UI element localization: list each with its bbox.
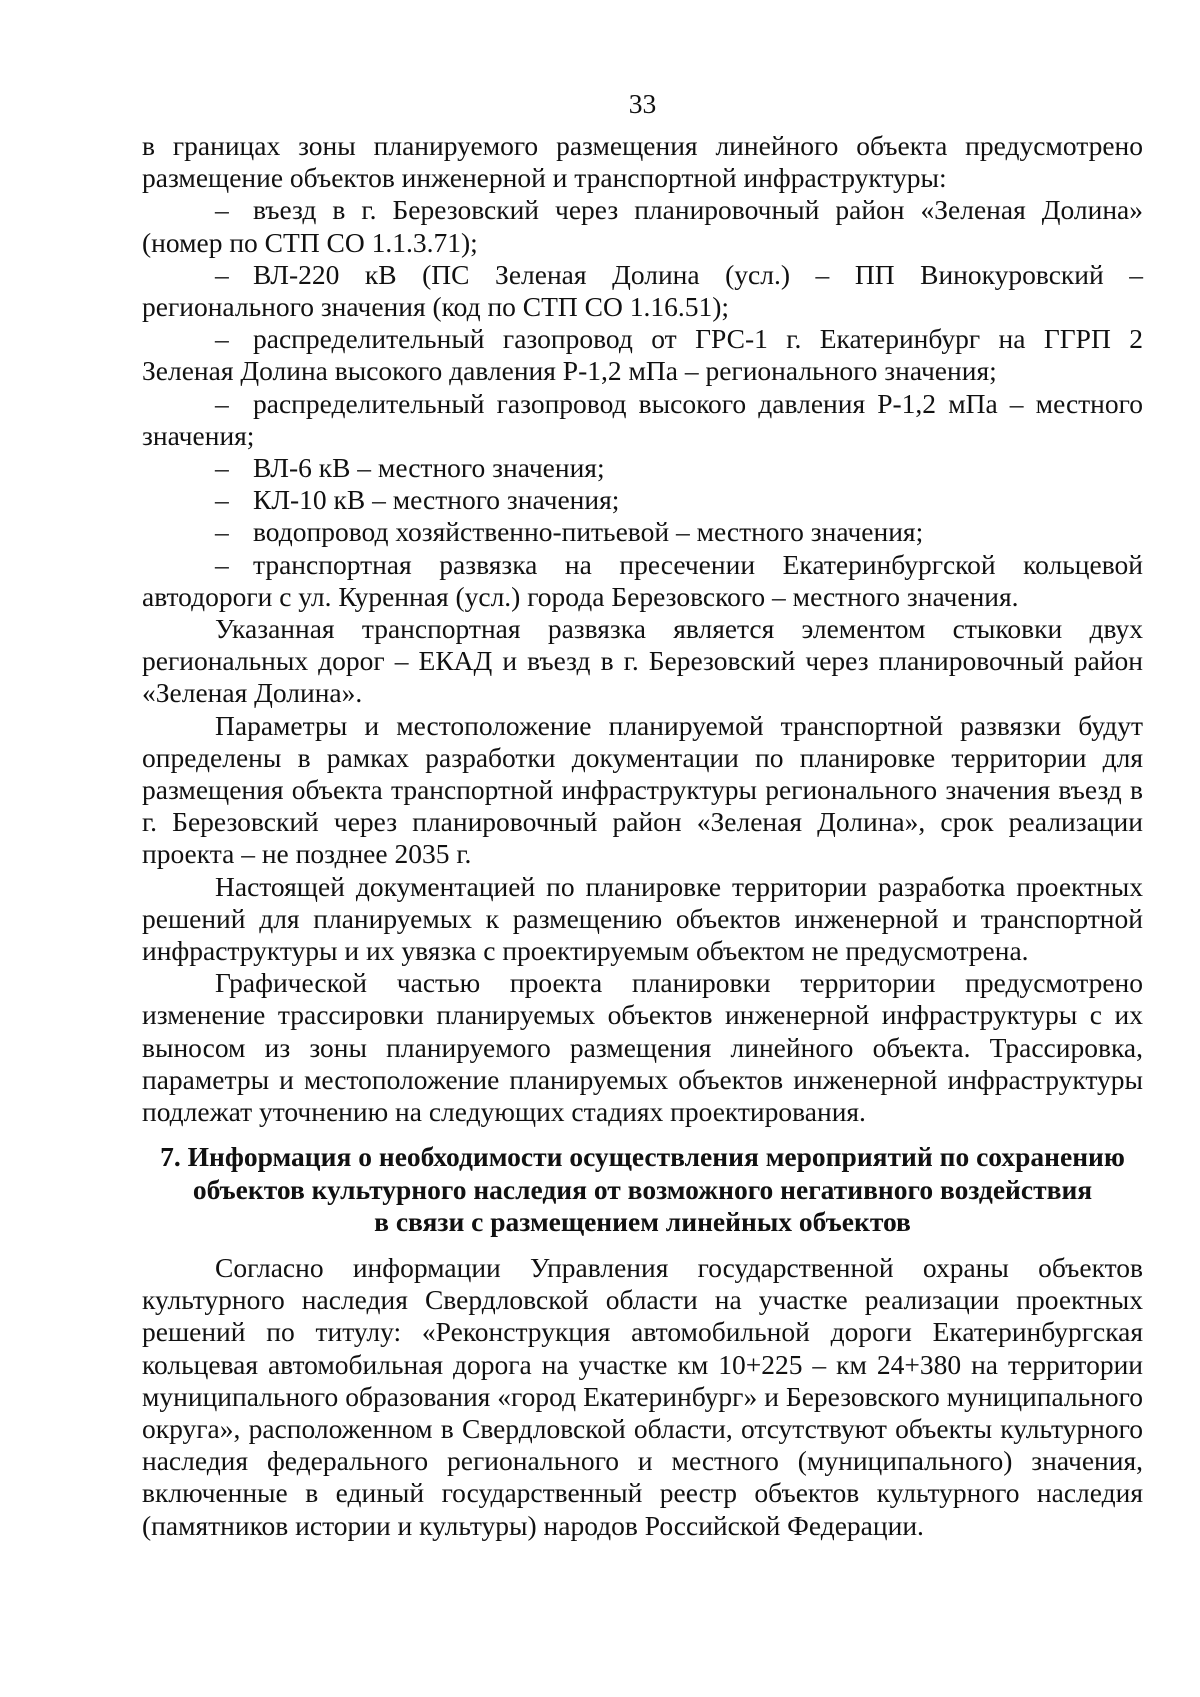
list-item-text: распределительный газопровод высокого давления Р-1,2 мПа – местного значения; [142,387,1143,451]
body-paragraph: Параметры и местоположение планируемой транспортной развязки будут определены в рамках разработки документации по планировке территории для размещения объекта транспортной инфраструктуры регионального значения въезд в г. Березовский через планировочный район «Зеленая Долина», срок реализации проекта – не позднее 2035 г. [142,709,1143,870]
section-heading-line: 7. Информация о необходимости осуществления мероприятий по сохранению [160,1141,1125,1173]
list-dash: – [215,194,229,226]
section-heading [142,1141,1143,1238]
list-item-text: въезд в г. Березовский через планировочный район «Зеленая Долина» (номер по СТП СО 1.1.3.71); [142,194,1143,258]
list-item-text: распределительный газопровод от ГРС-1 г. Екатеринбург на ГГРП 2 Зеленая Долина высокого давления Р-1,2 мПа – регионального значения; [142,323,1143,387]
list-item-text: транспортная развязка на пресечении Екатеринбургской кольцевой автодороги с ул. Куренная (усл.) города Березовского – местного значения. [142,548,1143,612]
body-paragraph: Указанная транспортная развязка является элементом стыковки двух региональных дорог – ЕКАД и въезд в г. Березовский через планировочный район «Зеленая Долина». [142,613,1143,709]
list-item [142,194,1143,258]
list-item [142,323,1143,387]
page-number: 33 [628,88,657,119]
list-dash: – [215,258,229,290]
list-item [142,549,1143,613]
section-paragraph: Согласно информации Управления государственной охраны объектов культурного наследия Свердловской области на участке реализации проектных решений по титулу: «Реконструкция автомобильной дороги Екатеринбургская кольцевая автомобильная дорога на участке км 10+225 – км 24+380 на территории муниципального образования «город Екатеринбург» и Березовского муниципального округа», расположенном в Свердловской области, отсутствуют объекты культурного наследия федерального регионального и местного (муниципального) значения, включенные в единый государственный реестр объектов культурного наследия (памятников истории и культуры) народов Российской Федерации. [142,1251,1143,1541]
document-body [142,130,1143,1542]
list-item [142,388,1143,452]
body-paragraph: Графической частью проекта планировки территории предусмотрено изменение трассировки планируемых объектов инженерной инфраструктуры с их выносом из зоны планируемого размещения линейного объекта. Трассировка, параметры и местоположение планируемых объектов инженерной инфраструктуры подлежат уточнению на следующих стадиях проектирования. [142,967,1143,1128]
section-heading-line: объектов культурного наследия от возможного негативного воздействия [192,1173,1093,1205]
section-heading-line: в связи с размещением линейных объектов [374,1205,911,1237]
list-item-text: ВЛ-6 кВ – местного значения; [253,452,605,484]
list-item-text: водопровод хозяйственно-питьевой – местного значения; [253,516,924,548]
list-dash: – [215,484,229,516]
list-dash: – [215,516,229,548]
list-item [142,516,1143,548]
list-dash: – [215,323,229,355]
list-dash: – [215,387,229,419]
list-item-text: ВЛ-220 кВ (ПС Зеленая Долина (усл.) – ПП Винокуровский – регионального значения (код по СТП СО 1.16.51); [142,258,1143,323]
list-dash: – [215,452,229,484]
body-paragraph: Настоящей документацией по планировке территории разработка проектных решений для планируемых к размещению объектов инженерной и транспортной инфраструктуры и их увязка с проектируемым объектом не предусмотрена. [142,870,1143,967]
list-item [142,452,1143,484]
list-item-text: КЛ-10 кВ – местного значения; [253,484,620,516]
list-dash: – [215,548,229,580]
list-item [142,484,1143,516]
intro-paragraph: в границах зоны планируемого размещения линейного объекта предусмотрено размещение объектов инженерной и транспортной инфраструктуры: [142,130,1143,194]
list-item [142,259,1143,323]
